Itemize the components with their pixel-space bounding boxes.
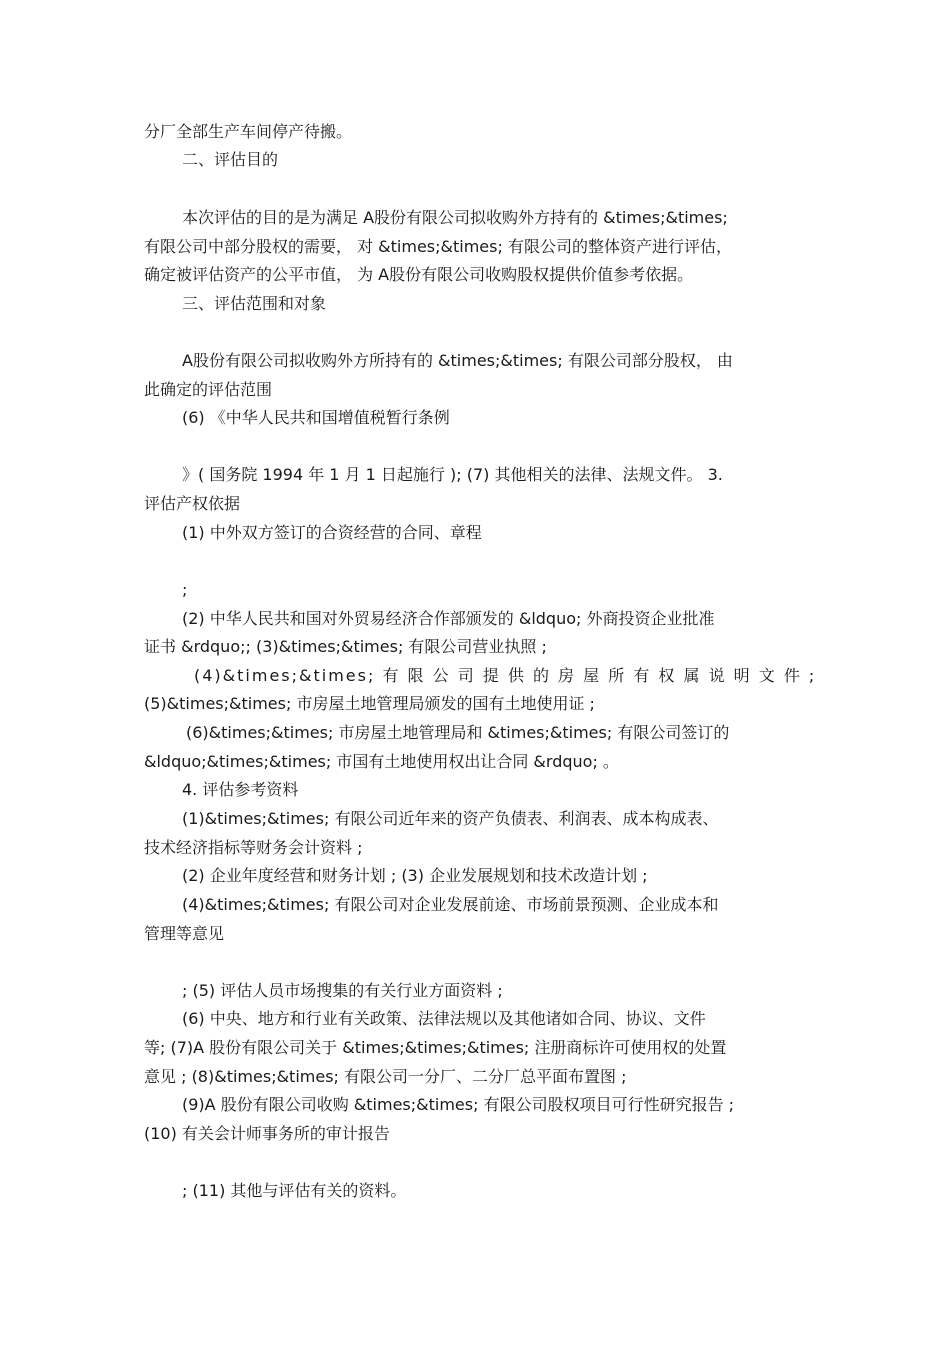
text-line: 证书 &rdquo;; (3)&times;&times; 有限公司营业执照 ; — [144, 637, 547, 656]
text-line: (10) 有关会计师事务所的审计报告 — [144, 1124, 390, 1143]
text-line: 技术经济指标等财务会计资料 ; — [144, 838, 363, 857]
text-line: 本次评估的目的是为满足 A股份有限公司拟收购外方持有的 &times;&times; — [182, 208, 728, 227]
text-line: (6) 中央、地方和行业有关政策、法律法规以及其他诸如合同、协议、文件 — [182, 1009, 706, 1028]
text-line: 管理等意见 — [144, 924, 225, 943]
text-line: (1)&times;&times; 有限公司近年来的资产负债表、利润表、成本构成表、 — [182, 809, 719, 828]
text-line: (5)&times;&times; 市房屋土地管理局颁发的国有土地使用证 ; — [144, 694, 595, 713]
text-line: (2) 企业年度经营和财务计划 ; (3) 企业发展规划和技术改造计划 ; — [182, 866, 648, 885]
text-line: (4)&times;&times; 有 限 公 司 提 供 的 房 屋 所 有 权 属 说 明 文 件 ; — [194, 666, 817, 685]
text-line: A股份有限公司拟收购外方所持有的 &times;&times; 有限公司部分股权， 由 — [182, 351, 733, 370]
section-heading: 三、评估范围和对象 — [182, 294, 327, 313]
text-line: (6) 《中华人民共和国增值税暂行条例 — [182, 408, 450, 427]
text-line: (9)A 股份有限公司收购 &times;&times; 有限公司股权项目可行性研究报告 ; — [182, 1095, 735, 1114]
text-line: ; (5) 评估人员市场搜集的有关行业方面资料 ; — [182, 981, 503, 1000]
text-line: 分厂全部生产车间停产待搬。 — [144, 122, 353, 141]
text-line: 意见 ; (8)&times;&times; 有限公司一分厂、二分厂总平面布置图 ; — [144, 1067, 627, 1086]
text-line: (2) 中华人民共和国对外贸易经济合作部颁发的 &ldquo; 外商投资企业批准 — [182, 609, 715, 628]
section-heading: 4. 评估参考资料 — [182, 780, 299, 799]
text-line: 》( 国务院 1994 年 1 月 1 日起施行 ); (7) 其他相关的法律、法规文件。 3. — [182, 465, 723, 484]
text-line: 评估产权依据 — [144, 494, 241, 513]
text-line: ; (11) 其他与评估有关的资料。 — [182, 1181, 407, 1200]
text-line: &ldquo;&times;&times; 市国有土地使用权出让合同 &rdquo; 。 — [144, 752, 619, 771]
text-line: (4)&times;&times; 有限公司对企业发展前途、市场前景预测、企业成本和 — [182, 895, 719, 914]
section-heading: 二、评估目的 — [182, 150, 279, 169]
text-line: 确定被评估资产的公平市值， 为 A股份有限公司收购股权提供价值参考依据。 — [144, 265, 694, 284]
text-line: (6)&times;&times; 市房屋土地管理局和 &times;&times; 有限公司签订的 — [186, 723, 730, 742]
text-line: 等; (7)A 股份有限公司关于 &times;&times;&times; 注册商标许可使用权的处置 — [144, 1038, 727, 1057]
text-line: 有限公司中部分股权的需要， 对 &times;&times; 有限公司的整体资产进行评估， — [144, 237, 732, 256]
text-line: (1) 中外双方签订的合资经营的合同、章程 — [182, 523, 482, 542]
text-line: 此确定的评估范围 — [144, 380, 273, 399]
text-line: ; — [182, 580, 188, 599]
